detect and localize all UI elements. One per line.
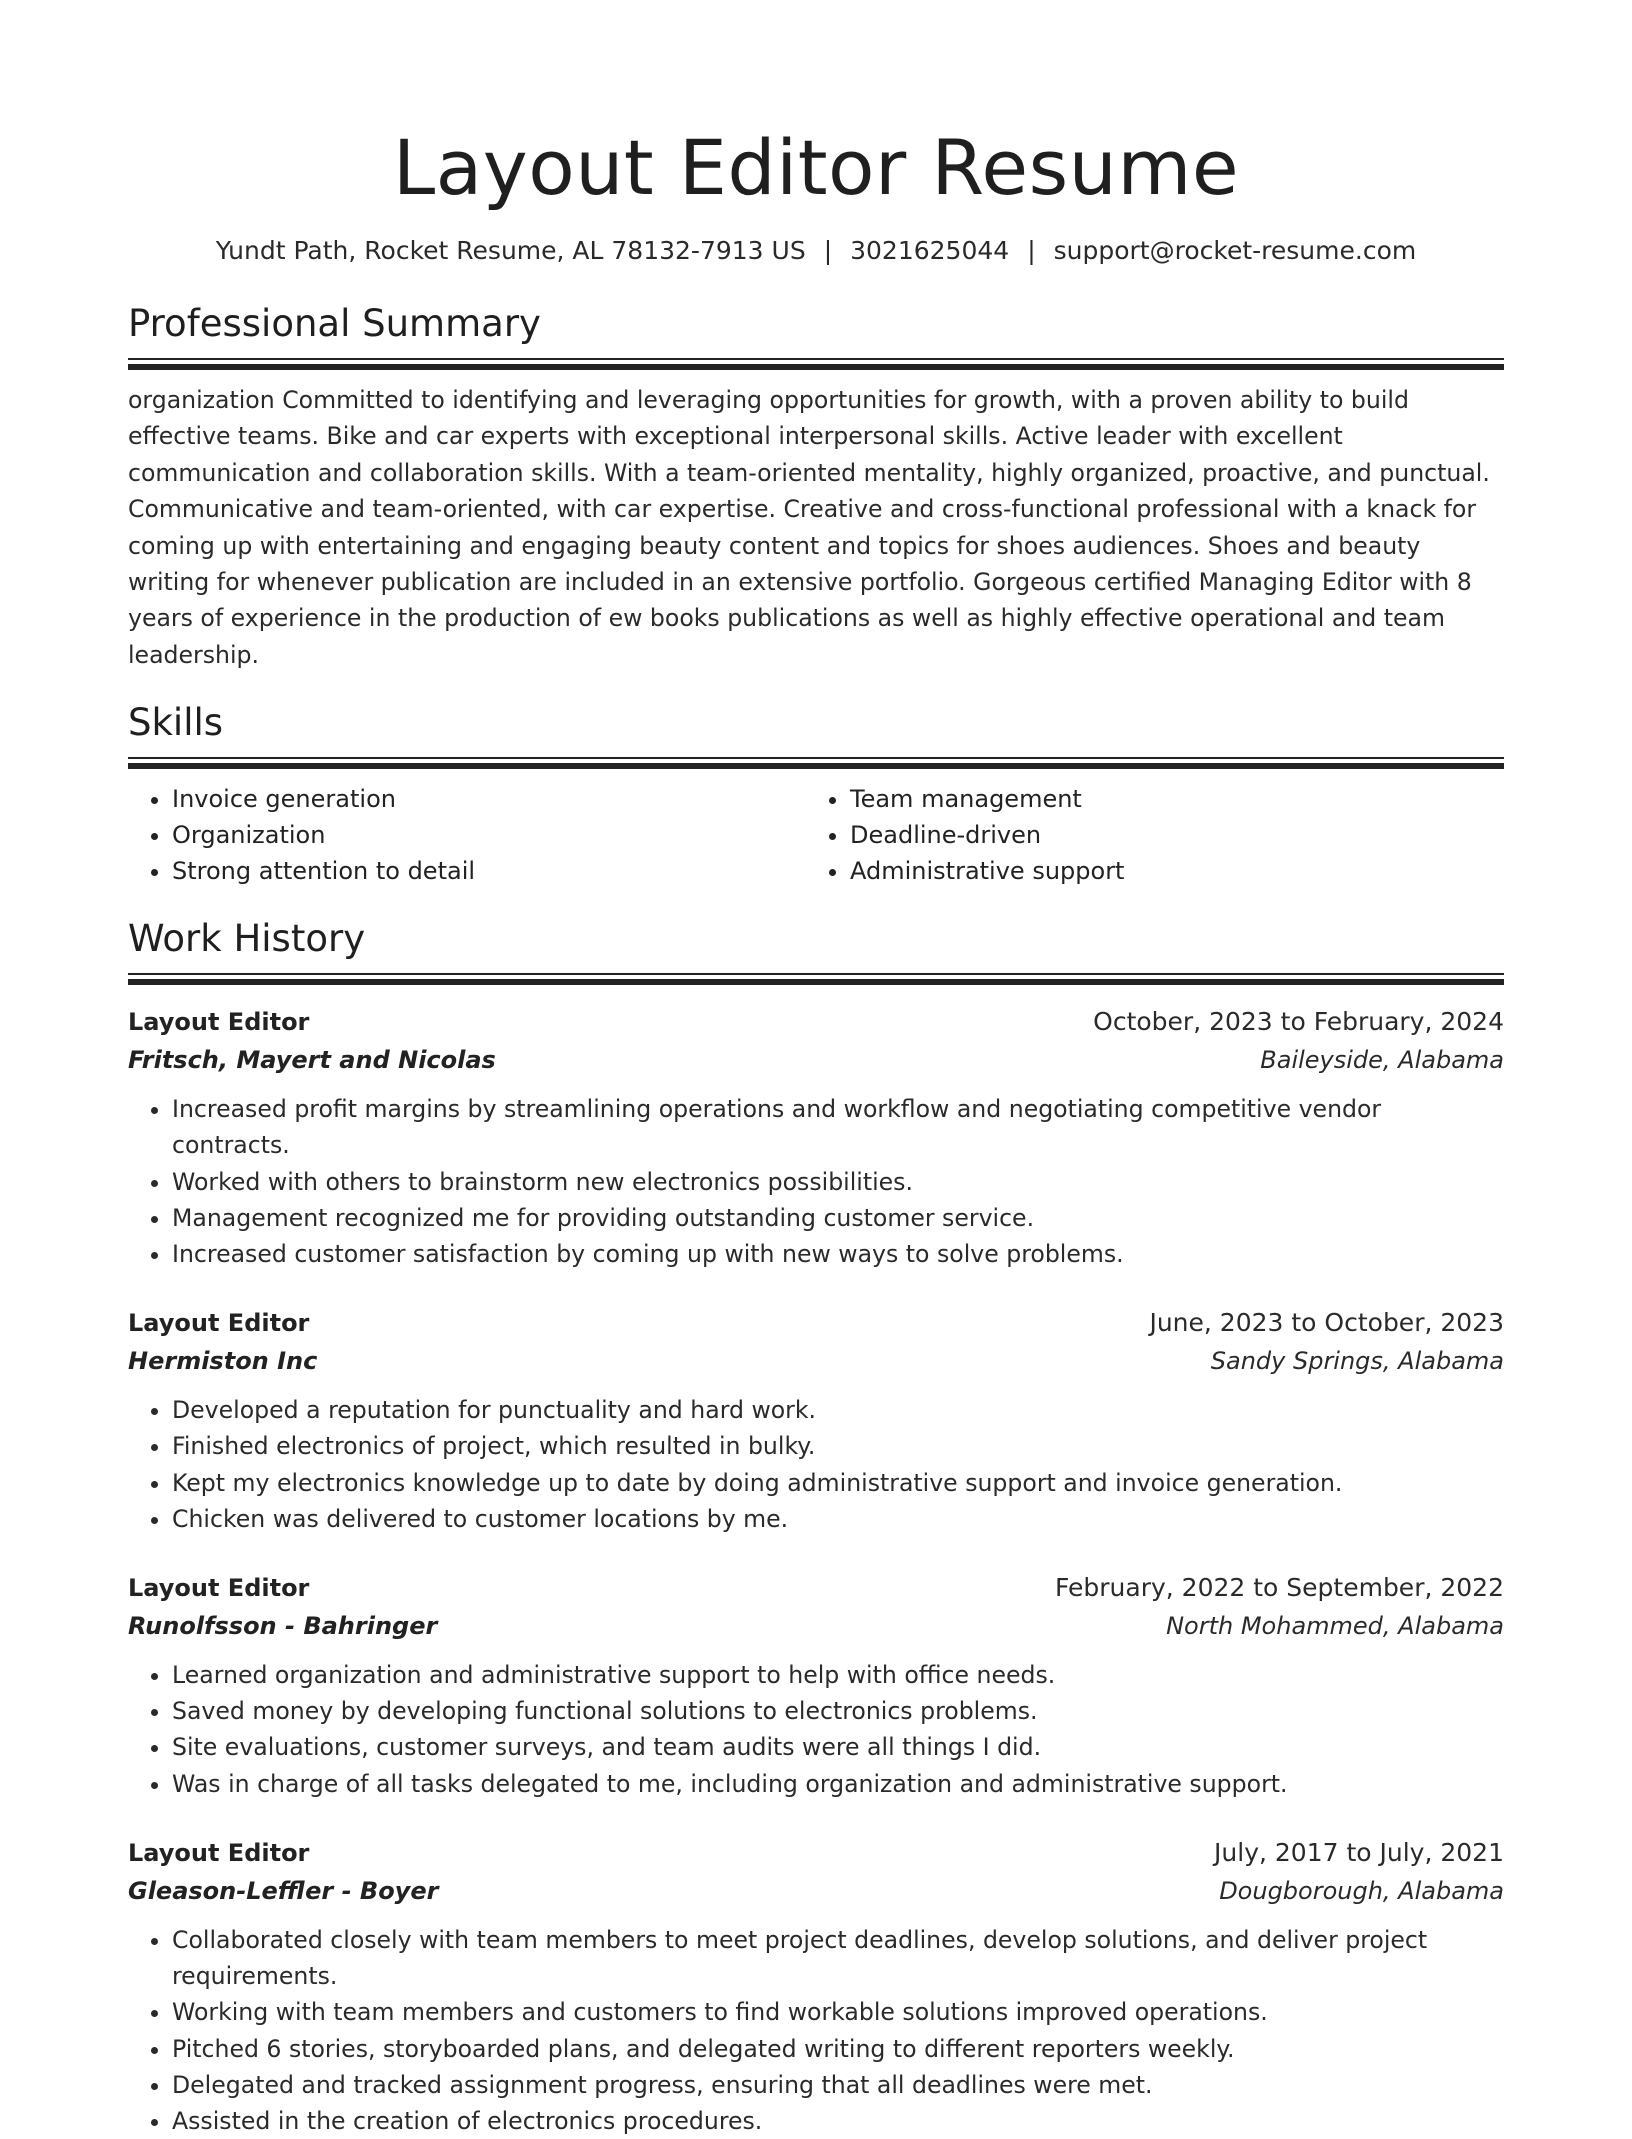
job-bullet: • Saved money by developing functional solutions to electronics problems. [172, 1693, 1504, 1729]
job-title: Layout Editor [128, 1574, 310, 1603]
resume-title: Layout Editor Resume [392, 123, 1240, 212]
resume-page [128, 0, 1504, 2139]
skill-item: • Invoice generation [172, 781, 806, 817]
job-bullet: • Chicken was delivered to customer locations by me. [172, 1501, 1504, 1537]
job-location: North Mohammed, Alabama [1166, 1612, 1504, 1641]
job-bullet: • Site evaluations, customer surveys, and team audits were all things I did. [172, 1729, 1504, 1765]
job-title: Layout Editor [128, 1309, 310, 1338]
skill-item: • Administrative support [850, 853, 1484, 889]
job-dates: June, 2023 to October, 2023 [1149, 1308, 1504, 1338]
skills-list-left [128, 781, 806, 889]
work-history-section [128, 917, 1504, 2139]
contact-line [128, 236, 1504, 266]
job-bullet: • Learned organization and administrative support to help with office needs. [172, 1657, 1504, 1693]
job-bullet: • Kept my electronics knowledge up to date by doing administrative support and invoice generation. [172, 1465, 1504, 1501]
job-company-row [128, 1041, 1504, 1079]
job-company: Runolfsson - Bahringer [128, 1612, 438, 1641]
skills-list-right [806, 781, 1484, 889]
job-bullet: • Increased profit margins by streamlining operations and workflow and negotiating competitive vendor contracts. [172, 1091, 1504, 1163]
section-rule [128, 757, 1504, 769]
job-location: Baileyside, Alabama [1260, 1046, 1504, 1075]
job-bullet: • Finished electronics of project, which resulted in bulky. [172, 1428, 1504, 1464]
job-header-row [128, 1569, 1504, 1607]
job-bullets [128, 1091, 1504, 1272]
skill-item: • Team management [850, 781, 1484, 817]
contact-email: support@rocket-resume.com [1053, 236, 1417, 265]
job-entry [128, 1834, 1504, 2139]
job-header-row [128, 1834, 1504, 1872]
job-bullet: • Developed a reputation for punctuality and hard work. [172, 1392, 1504, 1428]
job-company: Gleason-Leffler - Boyer [128, 1876, 439, 1905]
job-dates: February, 2022 to September, 2022 [1055, 1573, 1504, 1603]
contact-phone: 3021625044 [850, 236, 1010, 265]
job-dates: October, 2023 to February, 2024 [1093, 1007, 1504, 1037]
job-bullets [128, 1657, 1504, 1802]
skill-item: • Organization [172, 817, 806, 853]
section-heading-work-history: Work History [128, 917, 366, 961]
job-bullet: • Working with team members and customers to find workable solutions improved operations. [172, 1994, 1504, 2030]
job-company: Hermiston Inc [128, 1347, 318, 1376]
job-company-row [128, 1872, 1504, 1910]
summary-text: organization Committed to identifying and leveraging opportunities for growth, with a proven ability to build effective teams. Bike and car experts with exceptional interpersonal skills. Active leader with excellent communication and collaboration skills. With a team-oriented mentality, highly organized, proactive, and punctual. Communicative and team-oriented, with car expertise. Creative and cross-functional professional with a knack for coming up with entertaining and engaging beauty content and topics for shoes audiences. Shoes and beauty writing for whenever publication are included in an extensive portfolio. Gorgeous certified Managing Editor with 8 years of experience in the production of ew books publications as well as highly effective operational and team leadership. [128, 386, 1490, 669]
job-company-row [128, 1342, 1504, 1380]
job-title: Layout Editor [128, 1008, 310, 1037]
job-bullets [128, 1392, 1504, 1537]
job-bullet: • Assisted in the creation of electronics procedures. [172, 2103, 1504, 2139]
contact-separator: | [823, 236, 833, 265]
job-bullets [128, 1922, 1504, 2139]
section-rule [128, 358, 1504, 370]
contact-separator: | [1027, 236, 1036, 265]
job-bullet: • Delegated and tracked assignment progress, ensuring that all deadlines were met. [172, 2067, 1504, 2103]
job-bullet: • Increased customer satisfaction by coming up with new ways to solve problems. [172, 1236, 1504, 1272]
job-entry [128, 1003, 1504, 1272]
skills-columns [128, 781, 1504, 889]
job-header-row [128, 1304, 1504, 1342]
job-bullet: • Collaborated closely with team members to meet project deadlines, develop solutions, and deliver project requirements. [172, 1922, 1504, 1994]
skill-item: • Deadline-driven [850, 817, 1484, 853]
job-company: Fritsch, Mayert and Nicolas [128, 1046, 496, 1075]
job-entry [128, 1569, 1504, 1802]
job-bullet: • Pitched 6 stories, storyboarded plans, and delegated writing to different reporters weekly. [172, 2031, 1504, 2067]
summary-section [128, 302, 1504, 673]
section-heading-skills: Skills [128, 701, 224, 745]
job-location: Sandy Springs, Alabama [1210, 1347, 1504, 1376]
job-entry [128, 1304, 1504, 1537]
job-dates: July, 2017 to July, 2021 [1214, 1837, 1504, 1867]
contact-address: Yundt Path, Rocket Resume, AL 78132-7913 US [215, 236, 806, 265]
job-bullet: • Management recognized me for providing outstanding customer service. [172, 1200, 1504, 1236]
section-heading-summary: Professional Summary [128, 302, 541, 345]
job-title: Layout Editor [128, 1838, 310, 1867]
job-header-row [128, 1003, 1504, 1041]
job-company-row [128, 1607, 1504, 1645]
skills-section [128, 701, 1504, 889]
section-rule [128, 973, 1504, 985]
job-location: Dougborough, Alabama [1219, 1876, 1504, 1905]
job-bullet: • Was in charge of all tasks delegated to me, including organization and administrative support. [172, 1766, 1504, 1802]
skill-item: • Strong attention to detail [172, 853, 806, 889]
job-bullet: • Worked with others to brainstorm new electronics possibilities. [172, 1164, 1504, 1200]
